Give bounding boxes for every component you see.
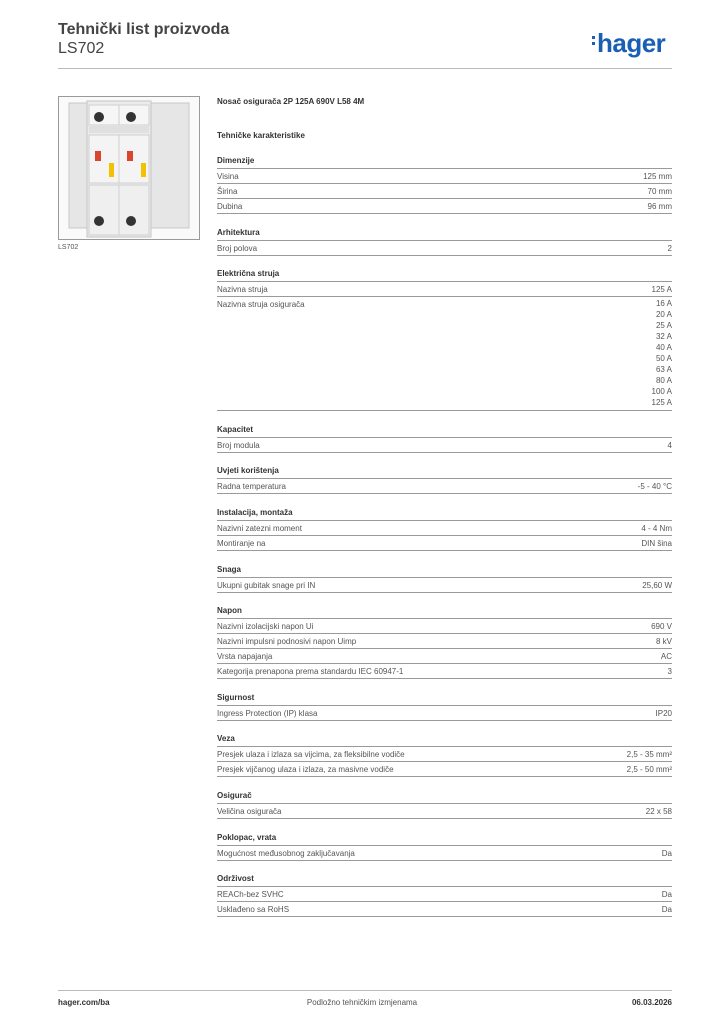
spec-section [217, 604, 672, 679]
spec-section [217, 691, 672, 721]
fuse-holder-illustration [59, 97, 199, 239]
logo-colon-icon [592, 36, 595, 48]
spec-label: Ingress Protection (IP) klasa [217, 708, 318, 718]
spec-section [217, 831, 672, 861]
spec-row [217, 578, 672, 593]
spec-value: AC [660, 652, 672, 662]
spec-value: 70 mm [647, 187, 672, 196]
spec-value-item: 100 A [651, 387, 672, 397]
spec-row [217, 664, 672, 679]
spec-value: 3 [667, 667, 672, 677]
product-code: LS702 [58, 40, 105, 57]
document-title: Tehnički list proizvoda [58, 21, 230, 38]
characteristics-heading: Tehničke karakteristike [217, 131, 305, 140]
spec-row [217, 169, 672, 184]
spec-label: Nazivni izolacijski napon Ui [217, 622, 314, 632]
spec-value: 2 [667, 243, 672, 253]
section-heading: Instalacija, montaža [217, 506, 672, 521]
spec-label: Dubina [217, 202, 243, 211]
spec-value: 4 - 4 Nm [641, 523, 672, 533]
spec-row [217, 199, 672, 214]
spec-value: Da [661, 905, 672, 915]
spec-section [217, 563, 672, 593]
spec-label: Presjek vijčanog ulaza i izlaza, za masivne vodiče [217, 765, 394, 775]
spec-row [217, 902, 672, 917]
section-heading: Sigurnost [217, 691, 672, 706]
spec-value: 8 kV [655, 637, 672, 647]
spec-value: 96 mm [647, 202, 672, 211]
spec-section [217, 267, 672, 411]
header-divider [58, 68, 672, 69]
spec-value: Da [661, 890, 672, 900]
spec-value-item: 63 A [655, 365, 672, 375]
spec-row [217, 804, 672, 819]
spec-label: Vrsta napajanja [217, 652, 273, 662]
spec-value: 22 x 58 [645, 806, 672, 816]
spec-label: Nazivni zatezni moment [217, 523, 302, 533]
spec-row [217, 887, 672, 902]
spec-label: Montiranje na [217, 538, 266, 548]
spec-value-item: 32 A [655, 332, 672, 342]
image-caption: LS702 [58, 244, 79, 251]
spec-label: Širina [217, 187, 238, 196]
footer-divider [58, 990, 672, 991]
spec-label: Veličina osigurača [217, 806, 282, 816]
spec-label: Nazivna struja [217, 285, 268, 295]
spec-row [217, 634, 672, 649]
section-heading: Veza [217, 732, 672, 747]
section-heading: Dimenzije [217, 154, 672, 169]
spec-row [217, 619, 672, 634]
section-heading: Napon [217, 604, 672, 619]
spec-label: Broj polova [217, 243, 258, 253]
product-image [58, 96, 200, 240]
spec-section [217, 506, 672, 551]
spec-value-item: 16 A [655, 299, 672, 309]
spec-table [217, 154, 672, 929]
spec-value: 125 mm [643, 172, 672, 181]
spec-row [217, 521, 672, 536]
spec-section [217, 423, 672, 453]
spec-value [652, 298, 672, 410]
section-heading: Osigurač [217, 789, 672, 804]
spec-row [217, 706, 672, 721]
spec-value-item: 50 A [655, 354, 672, 364]
spec-label: Usklađeno sa RoHS [217, 905, 290, 915]
spec-value: 2,5 - 35 mm² [626, 750, 672, 760]
spec-label: Broj modula [217, 440, 260, 450]
spec-value-item: 80 A [655, 376, 672, 386]
spec-value: 690 V [651, 622, 672, 632]
spec-section [217, 226, 672, 256]
spec-label: Presjek ulaza i izlaza sa vijcima, za fleksibilne vodiče [217, 750, 405, 760]
spec-label: Mogućnost međusobnog zaključavanja [217, 848, 355, 858]
spec-value: 4 [667, 440, 672, 450]
section-heading: Snaga [217, 563, 672, 578]
spec-row [217, 184, 672, 199]
spec-row [217, 297, 672, 411]
spec-value-item: 40 A [655, 343, 672, 353]
spec-section [217, 732, 672, 777]
spec-value: IP20 [655, 708, 672, 718]
spec-value-item: 125 A [651, 398, 672, 408]
footer-website: hager.com/ba [58, 998, 110, 1007]
spec-row [217, 536, 672, 551]
spec-section [217, 872, 672, 917]
spec-label: REACh-bez SVHC [217, 890, 284, 900]
section-heading: Kapacitet [217, 423, 672, 438]
spec-row [217, 762, 672, 777]
spec-value: 25,60 W [642, 580, 672, 590]
hager-logo: hager [592, 28, 665, 59]
section-heading: Električna struja [217, 267, 672, 282]
section-heading: Održivost [217, 872, 672, 887]
spec-label: Radna temperatura [217, 482, 286, 492]
spec-label: Nazivna struja osigurača [217, 300, 305, 310]
spec-row [217, 241, 672, 256]
spec-row [217, 846, 672, 861]
footer-date: 06.03.2026 [631, 998, 672, 1007]
spec-row [217, 282, 672, 297]
spec-label: Ukupni gubitak snage pri IN [217, 580, 316, 590]
section-heading: Uvjeti korištenja [217, 464, 672, 479]
spec-value: -5 - 40 °C [637, 482, 672, 492]
spec-value-item: 25 A [655, 321, 672, 331]
spec-label: Nazivni impulsni podnosivi napon Uimp [217, 637, 357, 647]
spec-section [217, 154, 672, 214]
spec-section [217, 789, 672, 819]
spec-row [217, 747, 672, 762]
section-heading: Arhitektura [217, 226, 672, 241]
spec-value: Da [661, 848, 672, 858]
spec-section [217, 464, 672, 494]
spec-label: Visina [217, 172, 239, 181]
spec-value-item: 20 A [655, 310, 672, 320]
spec-row [217, 438, 672, 453]
spec-label: Kategorija prenapona prema standardu IEC 60947-1 [217, 667, 404, 677]
spec-row [217, 479, 672, 494]
section-heading: Poklopac, vrata [217, 831, 672, 846]
spec-value: DIN šina [641, 538, 672, 548]
spec-value: 125 A [651, 285, 672, 295]
spec-row [217, 649, 672, 664]
spec-value: 2,5 - 50 mm² [626, 765, 672, 775]
product-title: Nosač osigurača 2P 125A 690V L58 4M [217, 97, 365, 106]
footer-note: Podložno tehničkim izmjenama [306, 998, 418, 1007]
